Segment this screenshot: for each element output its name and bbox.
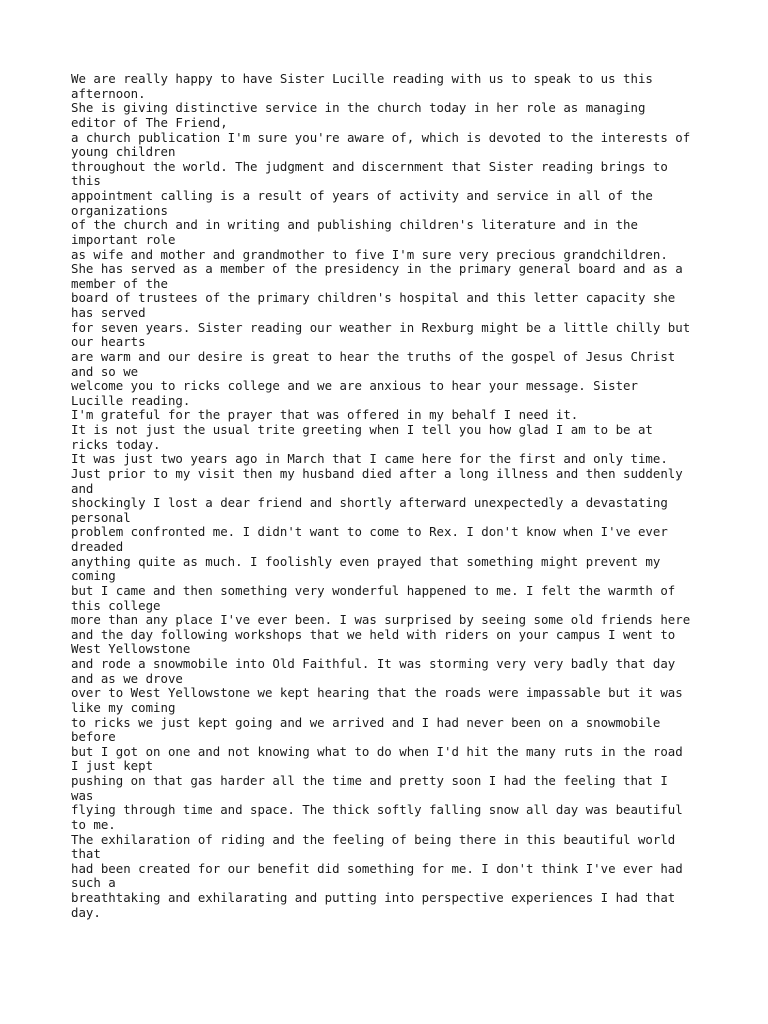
text-line: pushing on that gas harder all the time and pretty soon I had the feeling that I	[71, 773, 668, 788]
text-line: The exhilaration of riding and the feeling of being there in this beautiful world	[71, 831, 676, 847]
text-line: this college	[71, 597, 161, 613]
text-line: for seven years. Sister reading our weather in Rexburg might be a little chilly but	[71, 319, 691, 335]
text-line: of the church and in writing and publishing children's literature and in the	[71, 217, 638, 233]
text-line: We are really happy to have Sister Lucille reading with us to speak to us this	[71, 71, 653, 86]
text-line: this	[71, 173, 101, 189]
text-line: a church publication I'm sure you're aware of, which is devoted to the interests of	[71, 129, 691, 145]
text-line: Lucille reading.	[71, 392, 191, 408]
text-line: to me.	[71, 816, 116, 832]
text-line: organizations	[71, 202, 168, 218]
text-line: and the day following workshops that we held with riders on your campus I went to	[71, 626, 676, 642]
text-line: day.	[71, 904, 101, 920]
text-line: had been created for our benefit did something for me. I don't think I've ever had	[71, 860, 683, 876]
text-line: are warm and our desire is great to hear the truths of the gospel of Jesus Christ	[71, 348, 676, 364]
text-line: to ricks we just kept going and we arrived and I had never been on a snowmobile	[71, 714, 661, 730]
text-line: board of trustees of the primary children's hospital and this letter capacity she	[71, 290, 676, 306]
text-line: and rode a snowmobile into Old Faithful. It was storming very very badly that day	[71, 656, 676, 671]
text-line: I just kept	[71, 758, 154, 774]
text-line: flying through time and space. The thick softly falling snow all day was beautiful	[71, 802, 683, 818]
text-line: She is giving distinctive service in the church today in her role as managing	[71, 100, 646, 116]
text-line: as wife and mother and grandmother to five I'm sure very precious grandchildren.	[71, 246, 668, 262]
text-line: young children	[71, 144, 176, 160]
text-line: I'm grateful for the prayer that was offered in my behalf I need it.	[71, 407, 579, 423]
text-line: She has served as a member of the presidency in the primary general board and as a	[71, 261, 683, 277]
text-line: anything quite as much. I foolishly even prayed that something might prevent my	[71, 553, 661, 569]
text-line: our hearts	[71, 334, 146, 350]
text-line: ricks today.	[71, 436, 161, 452]
text-line: before	[71, 729, 116, 745]
text-line: has served	[71, 305, 146, 320]
text-line: such a	[71, 875, 116, 891]
text-line: and as we drove	[71, 670, 183, 686]
text-line: welcome you to ricks college and we are anxious to hear your message. Sister	[71, 378, 638, 394]
text-line: throughout the world. The judgment and discernment that Sister reading brings to	[71, 158, 668, 174]
text-line: appointment calling is a result of years of activity and service in all of the	[71, 188, 653, 203]
document-page	[71, 72, 731, 920]
text-line: West Yellowstone	[71, 641, 191, 657]
text-line: breathtaking and exhilarating and putting into perspective experiences I had that	[71, 890, 676, 905]
text-line: afternoon.	[71, 85, 146, 101]
text-line: It was just two years ago in March that I came here for the first and only time.	[71, 451, 668, 467]
text-line: personal	[71, 509, 131, 525]
text-line: coming	[71, 568, 116, 584]
text-line: dreaded	[71, 539, 124, 554]
text-line: and	[71, 480, 94, 496]
text-line: It is not just the usual trite greeting when I tell you how glad I am to be at	[71, 422, 653, 437]
text-line: important role	[71, 231, 176, 247]
text-line: over to West Yellowstone we kept hearing that the roads were impassable but it was	[71, 685, 683, 701]
text-line: shockingly I lost a dear friend and shortly afterward unexpectedly a devastating	[71, 495, 668, 511]
text-line: member of the	[71, 275, 168, 291]
text-line: and so we	[71, 363, 139, 379]
text-line: that	[71, 846, 101, 862]
text-line: more than any place I've ever been. I was surprised by seeing some old friends here	[71, 612, 691, 628]
text-line: was	[71, 787, 94, 803]
text-line: but I got on one and not knowing what to do when I'd hit the many ruts in the road	[71, 743, 683, 759]
text-line: Just prior to my visit then my husband died after a long illness and then suddenly	[71, 465, 683, 481]
text-line: like my coming	[71, 699, 176, 715]
text-line: but I came and then something very wonderful happened to me. I felt the warmth of	[71, 582, 676, 598]
text-line: editor of The Friend,	[71, 114, 228, 130]
text-line: problem confronted me. I didn't want to come to Rex. I don't know when I've ever	[71, 524, 668, 540]
